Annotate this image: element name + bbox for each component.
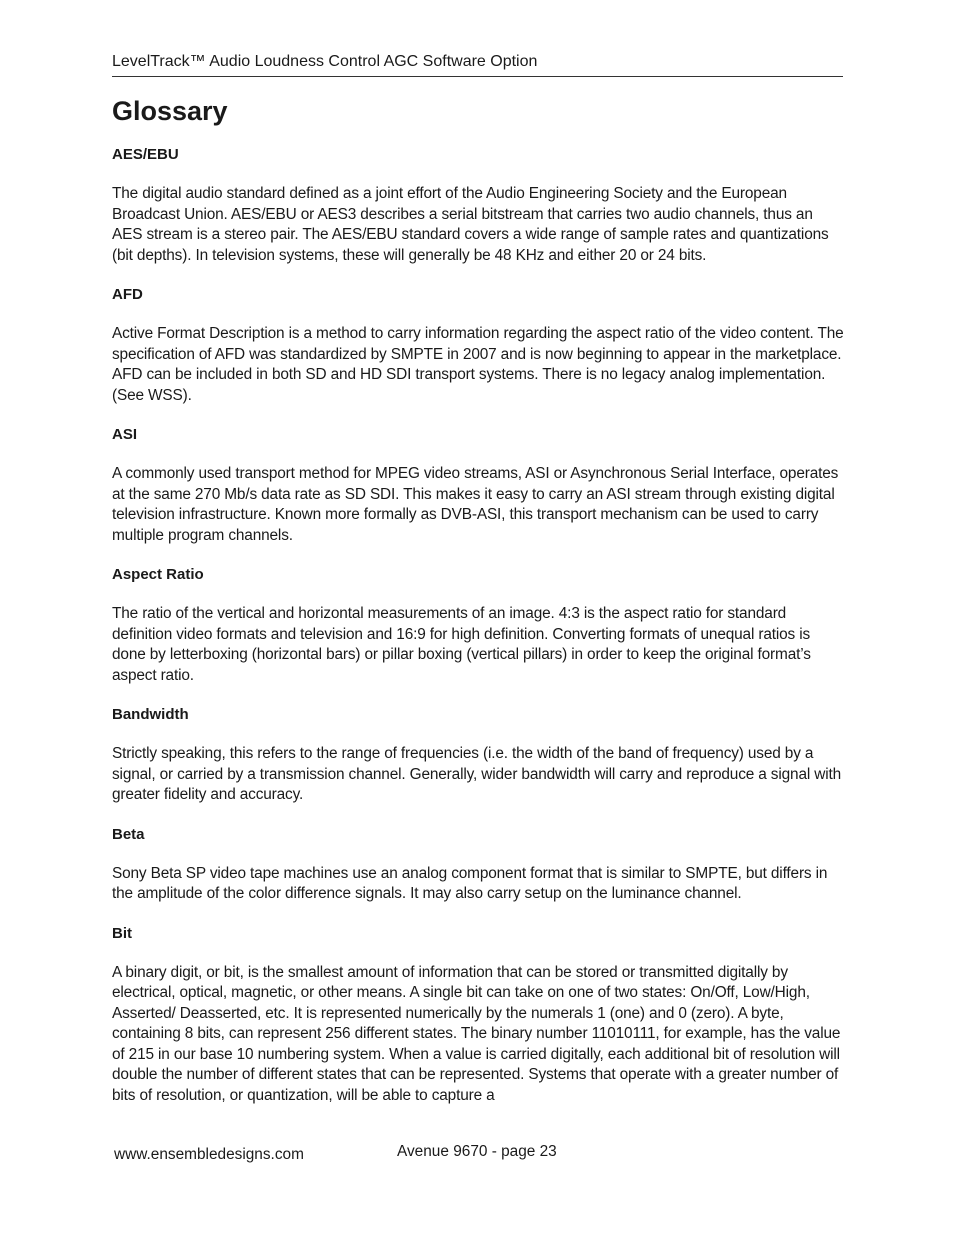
glossary-definition: A commonly used transport method for MPEG video streams, ASI or Asynchronous Serial Interface, operates at the same 270 Mb/s data rate as SD SDI. This makes it easy to carry an ASI stream through existing digital television infrastructure. Known more formally as DVB-ASI, this transport mechanism can be used to carry multiple program channels.	[112, 465, 839, 544]
glossary-entry-bandwidth	[112, 705, 844, 806]
glossary-term: ASI	[112, 426, 138, 443]
glossary-entry-aes-ebu	[112, 145, 844, 266]
footer-page-number: Avenue 9670 - page 23	[397, 1143, 557, 1160]
page-title: Glossary	[112, 96, 228, 126]
glossary-entry-asi	[112, 425, 844, 546]
glossary-term: Aspect Ratio	[112, 566, 204, 583]
footer-website: www.ensembledesigns.com	[114, 1146, 304, 1163]
glossary-term: Beta	[112, 825, 145, 843]
glossary-entry-beta	[112, 825, 844, 905]
running-header: LevelTrack™ Audio Loudness Control AGC Software Option	[112, 52, 843, 77]
glossary-term: AES/EBU	[112, 146, 179, 163]
glossary-entries	[112, 145, 844, 1125]
glossary-entry-aspect-ratio	[112, 565, 844, 686]
glossary-definition: A binary digit, or bit, is the smallest amount of information that can be stored or transmitted digitally by electrical, optical, magnetic, or other means. A single bit can take on one of two states: On/Off, Low/High, Asserted/ Deasserted, etc. It is represented numerically by the numerals 1 (one) and 0 (zero). A byte, containing 8 bits, can represent 256 different states. The binary number 11010111, for example, has the value of 215 in our base 10 numbering system. When a value is carried digitally, each additional bit of resolution will double the number of different states that can be represented. Systems that operate with a greater number of bits of resolution, or quantization, will be able to capture a	[112, 963, 841, 1104]
glossary-term: Bandwidth	[112, 706, 189, 723]
glossary-term: AFD	[112, 286, 143, 303]
glossary-definition: Strictly speaking, this refers to the range of frequencies (i.e. the width of the band of frequency) used by a signal, or carried by a transmission channel. Generally, wider bandwidth will carry and reproduce a signal with greater fidelity and accuracy.	[112, 745, 842, 803]
glossary-entry-afd	[112, 285, 844, 406]
glossary-definition: The ratio of the vertical and horizontal measurements of an image. 4:3 is the aspect ratio for standard definition video formats and television and 16:9 for high definition. Converting formats of unequal ratios is done by letterboxing (horizontal bars) or pillar boxing (vertical pillars) in order to keep the original format’s aspect ratio.	[112, 605, 811, 684]
glossary-definition: The digital audio standard defined as a joint effort of the Audio Engineering Society and the European Broadcast Union. AES/EBU or AES3 describes a serial bitstream that carries two audio channels, thus an AES stream is a stereo pair. The AES/EBU standard covers a wide range of sample rates and quantizations (bit depths). In television systems, these will generally be 48 KHz and either 20 or 24 bits.	[112, 185, 829, 264]
glossary-term: Bit	[112, 924, 132, 942]
glossary-entry-bit	[112, 924, 844, 1107]
glossary-definition: Sony Beta SP video tape machines use an analog component format that is similar to SMPTE, but differs in the amplitude of the color difference signals. It may also carry setup on the luminance channel.	[112, 864, 828, 902]
glossary-definition: Active Format Description is a method to carry information regarding the aspect ratio of the video content. The specification of AFD was standardized by SMPTE in 2007 and is now beginning to appear in the marketplace. AFD can be included in both SD and HD SDI transport systems. There is no legacy analog implementation. (See WSS).	[112, 325, 844, 404]
